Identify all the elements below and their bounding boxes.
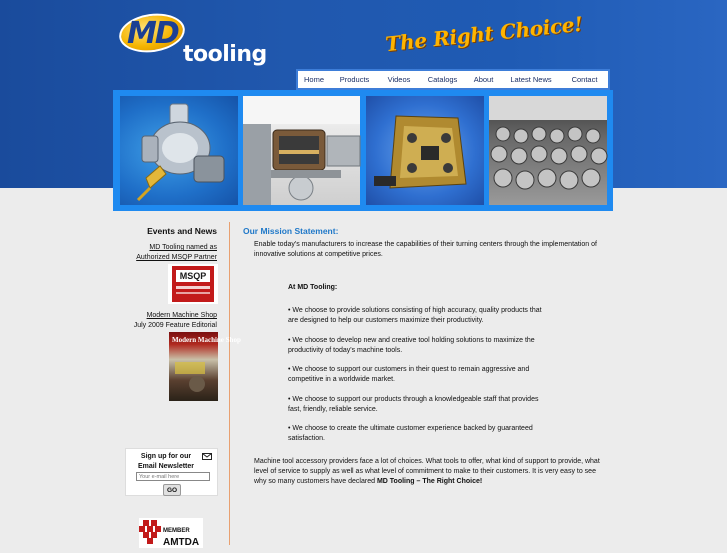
closing-text: Machine tool accessory providers face a lot of choices. What tools to offer, what kind of support to provide, what level of service to supply as well as what level of commitment to make to their customers. It is very easy to see why so many customers have declared <box>254 458 600 485</box>
newsletter-title <box>126 452 206 472</box>
nav-home[interactable]: Home <box>303 75 324 84</box>
closing-paragraph <box>254 457 606 487</box>
mission-bullet: • We choose to create the ultimate customer experience backed by guaranteed satisfaction. <box>288 425 533 442</box>
magazine-cover-image[interactable] <box>169 332 241 401</box>
mms-caption: July 2009 Feature Editorial <box>133 322 217 329</box>
mission-heading: Our Mission Statement: <box>243 226 339 236</box>
md-tooling-logo[interactable] <box>117 10 277 70</box>
newsletter-email-input[interactable] <box>136 472 210 481</box>
nav-contact[interactable]: Contact <box>571 75 598 84</box>
nav-products[interactable]: Products <box>339 75 370 84</box>
nav-catalogs[interactable]: Catalogs <box>427 75 458 84</box>
nav-about[interactable]: About <box>473 75 494 84</box>
msqp-badge-text: MSQP <box>179 271 207 281</box>
slogan: The Right Choice! <box>384 11 584 57</box>
photo-turret-tooling <box>243 96 360 205</box>
logo-mark: MD <box>127 16 178 51</box>
events-news-title: Events and News <box>147 226 217 236</box>
mission-bullet: • We choose to support our customers in their quest to remain aggressive and competitive in a worldwide market. <box>288 366 530 383</box>
mission-intro: Enable today's manufacturers to increase the capabilities of their turning centers through the implementation of innovative solutions at competitive prices. <box>254 241 597 258</box>
newsletter-signup <box>125 448 218 496</box>
closing-tagline: MD Tooling – The Right Choice! <box>376 478 483 485</box>
at-md-tooling-label: At MD Tooling: <box>288 284 338 291</box>
amtda-member-logo[interactable] <box>139 518 203 548</box>
newsletter-title-line2: Email Newsletter <box>137 463 195 470</box>
mission-bullet: • We choose to develop new and creative tool holding solutions to maximize the productivity of today's machine tools. <box>288 337 535 354</box>
newsletter-go-button[interactable]: GO <box>163 484 181 496</box>
magazine-title: Modern Machine Shop <box>172 336 241 344</box>
main-nav <box>296 69 610 90</box>
nav-videos[interactable]: Videos <box>387 75 411 84</box>
product-photo-strip <box>113 90 613 211</box>
logo-word: tooling <box>183 42 267 67</box>
photo-angle-head-tool <box>120 96 238 205</box>
photo-tool-block <box>366 96 484 205</box>
newsletter-title-line1: Sign up for our <box>140 453 192 460</box>
mission-bullet: • We choose to support our products through a knowledgeable staff that provides fast, friendly, reliable service. <box>288 396 539 413</box>
member-org: AMTDA <box>163 537 200 548</box>
mission-bullet: • We choose to provide solutions consisting of high accuracy, quality products that are designed to help our customers maximize their productivity. <box>288 307 542 324</box>
msqp-link-line1[interactable]: MD Tooling named as <box>149 244 217 251</box>
photo-parts-production <box>489 96 607 205</box>
msqp-link-line2[interactable]: Authorized MSQP Partner <box>136 254 217 261</box>
msqp-badge-image[interactable] <box>168 264 218 304</box>
sidebar <box>113 222 241 548</box>
nav-latest-news[interactable]: Latest News <box>510 75 552 84</box>
modern-machine-shop-link[interactable]: Modern Machine Shop <box>146 312 217 319</box>
envelope-icon <box>202 453 212 460</box>
member-label: MEMBER <box>163 528 190 534</box>
